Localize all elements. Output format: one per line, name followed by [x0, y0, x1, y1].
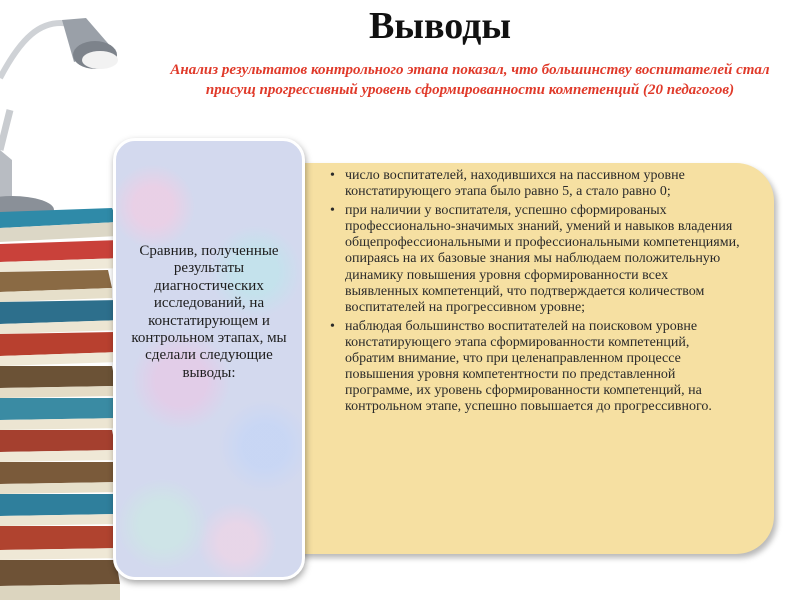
- summary-card: [113, 138, 305, 580]
- conclusions-list: [330, 168, 742, 418]
- books-stack-icon: [0, 208, 124, 600]
- conclusion-text: наблюдая большинство воспитателей на поисковом уровне констатирующего этапа сформированности компетенций, обратим внимание, что при целенаправленном процессе повышения уровня компетентности по представленной программе, их уровень сформированности компетенций, на контрольном этапе, успешно повышается до прогрессивного.: [345, 318, 712, 415]
- conclusion-item: [330, 319, 742, 416]
- conclusion-item: [330, 168, 742, 200]
- slide-subtitle: Анализ результатов контрольного этапа показал, что большинству воспитателей стал присущ прогрессивный уровень сформированности компетенций (20 педагогов): [170, 62, 770, 98]
- conclusion-text: при наличии у воспитателя, успешно сформированых профессионально-значимых знаний, умений и навыков владения общепрофессиональными и профессиональными компетенциями, опираясь на их базовые знания мы наблюдаем положительную динамику повышения уровня сформированности всех выявленных компетенций, что подтверждается количеством воспитателей на прогрессивном уровне;: [345, 203, 740, 315]
- conclusion-item: [330, 203, 742, 316]
- summary-card-text: Сравнив, полученные результаты диагностических исследований, на констатирующем и контрольном этапах, мы сделали следующие выводы:: [131, 243, 287, 381]
- lamp-arm: [0, 23, 70, 78]
- bullet-icon: •: [330, 168, 335, 183]
- lamp-arm-2: [0, 110, 10, 150]
- bullet-icon: •: [330, 203, 335, 219]
- slide-title: Выводы: [368, 5, 512, 47]
- lamp-shade-icon: [62, 18, 118, 69]
- conclusion-text: число воспитателей, находившихся на пассивном уровне констатирующего этапа было равно 5, а стало равно 0;: [345, 168, 685, 200]
- bullet-icon: •: [330, 318, 335, 334]
